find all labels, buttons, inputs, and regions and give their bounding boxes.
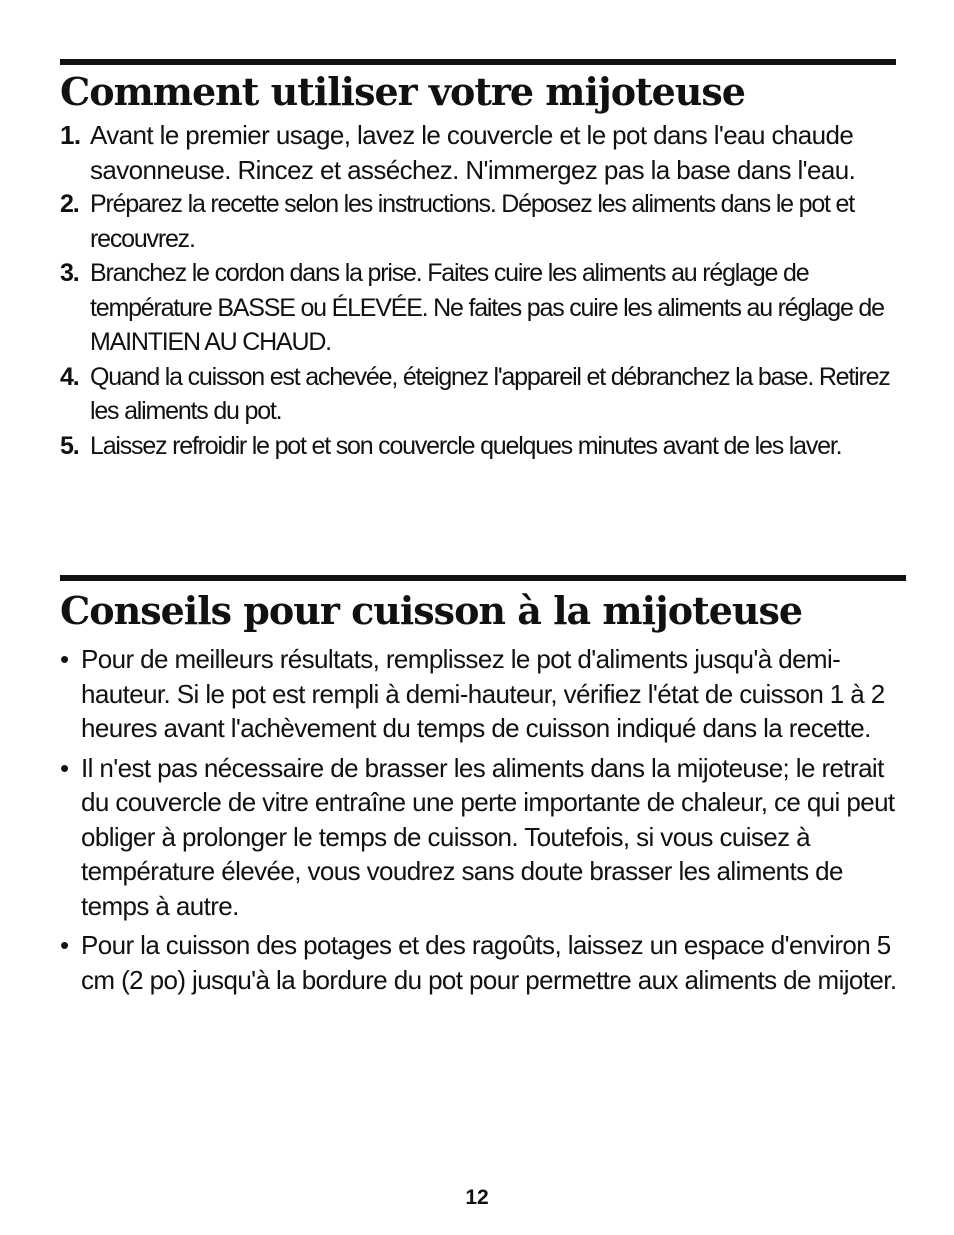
usage-steps-list xyxy=(60,118,900,463)
step-number: 1. xyxy=(60,120,81,150)
step-item xyxy=(60,118,900,187)
step-text: Branchez le cordon dans la prise. Faites cuire les aliments au réglage de température BASSE ou ÉLEVÉE. Ne faites pas cuire les aliments au réglage de MAINTIEN AU CHAUD. xyxy=(90,259,884,356)
tip-item xyxy=(60,751,900,924)
step-text: Quand la cuisson est achevée, éteignez l'appareil et débranchez la base. Retirez les aliments du pot. xyxy=(90,362,890,425)
step-number: 5. xyxy=(60,431,79,460)
step-text: Avant le premier usage, lavez le couvercle et le pot dans l'eau chaude savonneuse. Rincez et asséchez. N'immergez pas la base dans l'eau. xyxy=(90,120,856,185)
tip-item xyxy=(60,642,900,746)
section-title-usage: Comment utiliser votre mijoteuse xyxy=(60,69,745,114)
bullet-icon: • xyxy=(60,930,69,960)
tips-list xyxy=(60,642,900,1002)
step-text: Laissez refroidir le pot et son couvercle quelques minutes avant de les laver. xyxy=(90,431,842,460)
step-number: 2. xyxy=(60,190,79,218)
section-title-tips: Conseils pour cuisson à la mijoteuse xyxy=(60,588,803,633)
step-number: 4. xyxy=(60,362,79,391)
tip-text: Pour de meilleurs résultats, remplissez le pot d'aliments jusqu'à demi-hauteur. Si le pot est rempli à demi-hauteur, vérifiez l'état de cuisson 1 à 2 heures avant l'achèvement du temps de cuisson indiqué dans la recette. xyxy=(81,644,885,743)
step-item xyxy=(60,256,900,360)
section-divider-middle xyxy=(60,575,906,581)
tip-item xyxy=(60,928,900,997)
step-item xyxy=(60,360,900,429)
tip-text: Pour la cuisson des potages et des ragoûts, laissez un espace d'environ 5 cm (2 po) jusqu'à la bordure du pot pour permettre aux aliments de mijoter. xyxy=(81,930,897,995)
section-divider-top xyxy=(60,59,896,65)
step-text: Préparez la recette selon les instructions. Déposez les aliments dans le pot et recouvrez. xyxy=(90,190,854,253)
page-number: 12 xyxy=(465,1186,489,1209)
step-item xyxy=(60,429,900,464)
bullet-icon: • xyxy=(60,644,69,674)
tip-text: Il n'est pas nécessaire de brasser les aliments dans la mijoteuse; le retrait du couvercle de vitre entraîne une perte importante de chaleur, ce qui peut obliger à prolonger le temps de cuisson. Toutefois, si vous cuisez à température élevée, vous voudrez sans doute brasser les aliments de temps à autre. xyxy=(81,752,895,921)
step-number: 3. xyxy=(60,259,79,287)
step-item xyxy=(60,187,900,256)
bullet-icon: • xyxy=(60,752,69,783)
